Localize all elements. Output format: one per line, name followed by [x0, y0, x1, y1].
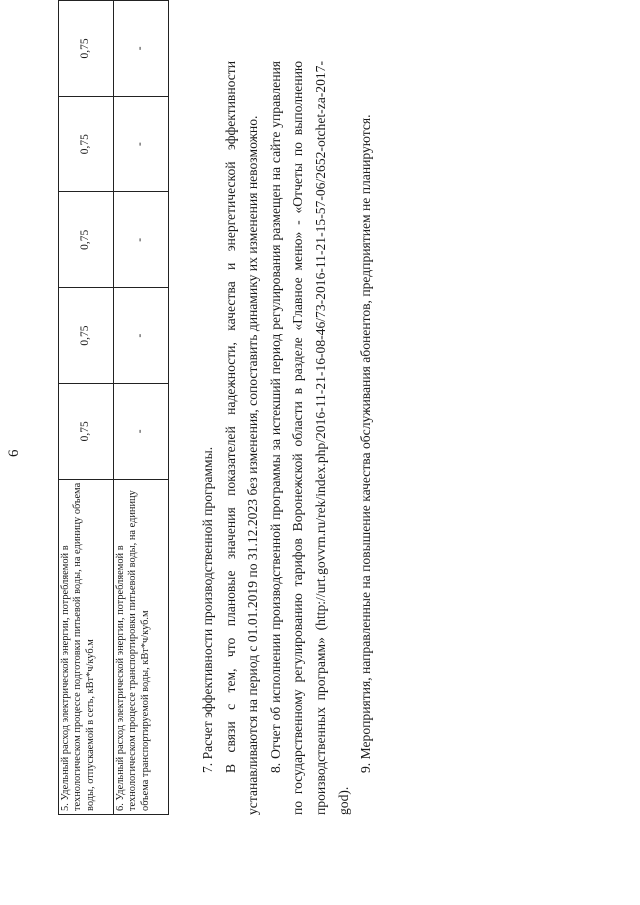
- indicator-value: 0,75: [59, 192, 114, 288]
- indicator-value: 0,75: [59, 288, 114, 384]
- section-7-heading: 7. Расчет эффективности производственной программы.: [200, 446, 215, 773]
- body-text: [197, 61, 378, 815]
- indicator-value: 0,75: [59, 383, 114, 479]
- indicator-value: 0,75: [59, 1, 114, 97]
- indicators-table: [58, 0, 169, 815]
- indicator-value: -: [114, 383, 169, 479]
- section-7-body: В связи с тем, что плановые значения показателей надежности, качества и энергетической эффективности устанавливаются на период с 01.01.2019 по 31.12.2023 без изменения, сопоставить динамику их изменения невозможно.: [222, 61, 261, 815]
- page-number: 6: [6, 449, 22, 457]
- indicator-value: -: [114, 288, 169, 384]
- indicator-value: -: [114, 192, 169, 288]
- section-8-body: 8. Отчет об исполнении производственной программы за истекший период регулирования размещен на сайте управления по государственному регулированию тарифов Воронежской области в разделе «Главное меню» - «Отчеты по выполнению производственных программ» (http://urt.govvrn.ru/rek/index.php/2016-11-21-16-08-46/73-2016-11-21-15-57-06/2652-otchet-za-2017-god).: [267, 61, 351, 815]
- section-9-body: 9. Мероприятия, направленные на повышение качества обслуживания абонентов, предприятием не планируются.: [358, 114, 374, 773]
- indicator-value: -: [114, 96, 169, 192]
- indicator-value: 0,75: [59, 96, 114, 192]
- indicator-name: 6. Удельный расход электрической энергии, потребляемой в технологическом процессе транспортировки питьевой воды, на единицу объема транспортируемой воды, кВт*ч/куб.м: [114, 479, 169, 814]
- indicator-name: 5. Удельный расход электрической энергии, потребляемой в технологическом процессе подготовки питьевой воды, на единицу объема воды, отпускаемой в сеть, кВт*ч/куб.м: [59, 479, 114, 814]
- table-row: [59, 1, 114, 815]
- table-row: [114, 1, 169, 815]
- indicator-value: -: [114, 1, 169, 97]
